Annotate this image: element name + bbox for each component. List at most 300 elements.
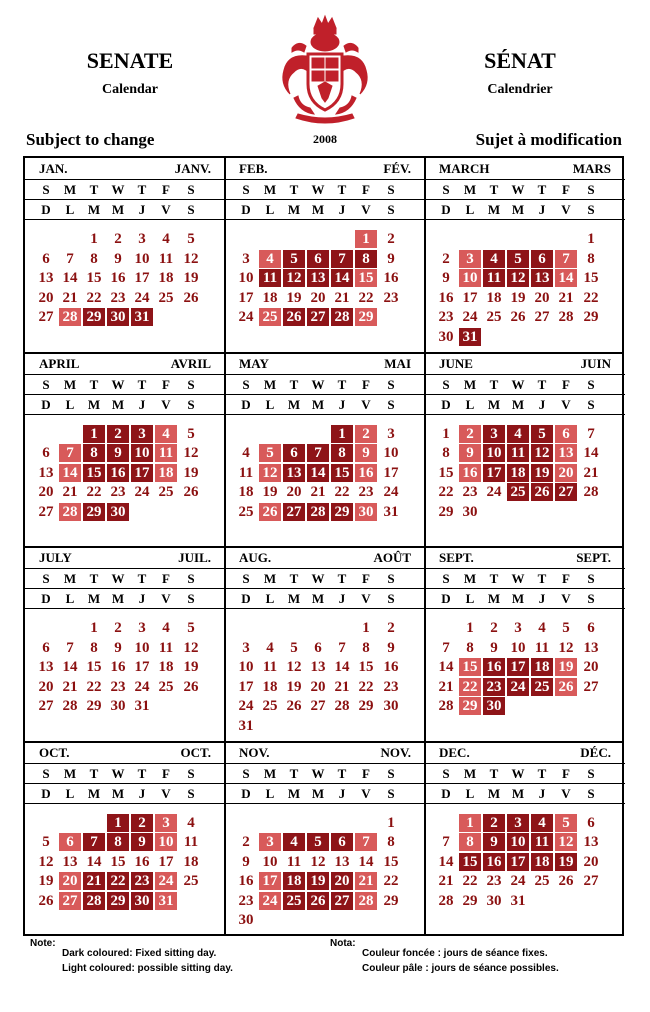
calendar-date: 10 bbox=[383, 445, 399, 461]
note-label-english: Note: bbox=[30, 938, 56, 949]
weekday-label: M bbox=[63, 571, 77, 586]
calendar-date: 15 bbox=[86, 270, 102, 286]
possible-sitting-day: 2 bbox=[355, 425, 377, 443]
calendar-date: 4 bbox=[538, 620, 546, 636]
fixed-sitting-day: 16 bbox=[483, 658, 505, 676]
possible-sitting-day: 27 bbox=[59, 892, 81, 910]
calendar-date: 12 bbox=[558, 639, 574, 656]
fixed-sitting-day: 28 bbox=[83, 892, 105, 910]
month-may bbox=[225, 353, 425, 547]
calendar-date: 6 bbox=[42, 250, 50, 267]
possible-sitting-day: 13 bbox=[555, 444, 577, 462]
calendar-date: 7 bbox=[587, 425, 595, 442]
calendar-date: 19 bbox=[286, 289, 302, 306]
note-dark-french: Couleur foncée : jours de séance fixes. bbox=[362, 948, 548, 959]
month-april bbox=[25, 353, 225, 547]
weekday-label: W bbox=[511, 182, 525, 197]
possible-sitting-day: 31 bbox=[155, 892, 177, 910]
weekday-label: S bbox=[387, 202, 395, 217]
fixed-sitting-day: 3 bbox=[483, 425, 505, 443]
calendar-date: 20 bbox=[38, 484, 54, 500]
calendar-date: 24 bbox=[134, 678, 150, 695]
weekday-label: L bbox=[465, 785, 475, 801]
calendar-date: 13 bbox=[583, 639, 599, 656]
calendar-date: 30 bbox=[486, 892, 502, 909]
weekday-label: F bbox=[562, 571, 570, 586]
calendar-date: 17 bbox=[238, 289, 254, 306]
weekday-row-english bbox=[225, 764, 425, 784]
weekday-label: M bbox=[63, 376, 77, 392]
weekday-label: V bbox=[561, 785, 571, 801]
calendar-date: 1 bbox=[362, 620, 370, 636]
calendar-date: 23 bbox=[110, 484, 126, 500]
weekday-label: W bbox=[511, 765, 525, 781]
calendar-date: 17 bbox=[134, 270, 150, 286]
grid-divider-horizontal bbox=[25, 352, 622, 354]
fixed-sitting-day: 29 bbox=[107, 892, 129, 910]
weekday-row-french bbox=[225, 589, 425, 609]
calendar-date: 27 bbox=[38, 309, 54, 325]
fixed-sitting-day: 1 bbox=[107, 814, 129, 832]
calendar-date: 16 bbox=[238, 873, 254, 889]
weekday-label: L bbox=[465, 591, 475, 606]
possible-sitting-day: 1 bbox=[355, 230, 377, 248]
calendar-date: 16 bbox=[383, 270, 399, 286]
calendar-date: 31 bbox=[238, 717, 254, 734]
calendar-date: 2 bbox=[387, 231, 395, 247]
calendar-date: 26 bbox=[183, 678, 199, 695]
subtitle-english: Calendar bbox=[102, 82, 158, 97]
weekday-row-french bbox=[225, 395, 425, 415]
weekday-label: L bbox=[265, 396, 275, 412]
weekday-label: T bbox=[289, 182, 299, 197]
weekday-label: M bbox=[511, 785, 525, 801]
calendar-date: 7 bbox=[66, 639, 74, 656]
fixed-sitting-day: 19 bbox=[307, 872, 329, 890]
calendar-date: 29 bbox=[583, 309, 599, 325]
possible-sitting-day: 18 bbox=[155, 464, 177, 482]
weekday-label: T bbox=[337, 571, 347, 586]
fixed-sitting-day: 9 bbox=[131, 833, 153, 851]
grid-divider-horizontal bbox=[25, 546, 622, 548]
weekday-row-english bbox=[425, 764, 625, 784]
month-june bbox=[425, 353, 625, 547]
calendar-date: 16 bbox=[383, 659, 399, 675]
weekday-label: M bbox=[463, 765, 477, 781]
weekday-label: M bbox=[311, 396, 325, 412]
calendar-date: 26 bbox=[38, 892, 54, 909]
weekday-row-english bbox=[425, 569, 625, 589]
weekday-label: M bbox=[463, 376, 477, 392]
calendar-date: 16 bbox=[438, 289, 454, 306]
calendar-date: 11 bbox=[286, 853, 302, 870]
calendar-date: 11 bbox=[158, 639, 174, 656]
possible-sitting-day: 20 bbox=[555, 464, 577, 482]
weekday-label: V bbox=[561, 202, 571, 217]
possible-sitting-day: 29 bbox=[459, 697, 481, 715]
weekday-row-french bbox=[225, 784, 425, 804]
calendar-date: 10 bbox=[238, 270, 254, 286]
weekday-label: M bbox=[111, 396, 125, 412]
calendar-date: 29 bbox=[462, 892, 478, 909]
month-name-french: NOV. bbox=[380, 744, 411, 760]
month-name-english: AUG. bbox=[239, 550, 272, 565]
month-header bbox=[425, 742, 625, 764]
possible-sitting-day: 14 bbox=[555, 269, 577, 287]
calendar-date: 11 bbox=[534, 639, 550, 656]
possible-sitting-day: 7 bbox=[355, 833, 377, 851]
possible-sitting-day: 3 bbox=[155, 814, 177, 832]
fixed-sitting-day: 27 bbox=[307, 308, 329, 326]
weekday-label: S bbox=[187, 591, 195, 606]
possible-sitting-day: 12 bbox=[555, 833, 577, 851]
calendar-date: 22 bbox=[358, 678, 374, 695]
weekday-label: S bbox=[242, 571, 250, 586]
calendar-date: 13 bbox=[38, 659, 54, 675]
calendar-date: 21 bbox=[334, 289, 350, 306]
possible-sitting-day: 15 bbox=[355, 269, 377, 287]
possible-sitting-day: 9 bbox=[459, 444, 481, 462]
calendar-date: 3 bbox=[242, 639, 250, 656]
fixed-sitting-day: 31 bbox=[459, 328, 481, 346]
weekday-label: M bbox=[511, 202, 525, 217]
month-header bbox=[25, 742, 225, 764]
calendar-year: 2008 bbox=[313, 132, 337, 146]
weekday-row-english bbox=[225, 180, 425, 200]
fixed-sitting-day: 23 bbox=[131, 872, 153, 890]
calendar-date: 28 bbox=[334, 698, 350, 714]
calendar-date: 5 bbox=[187, 620, 195, 636]
calendar-date: 1 bbox=[90, 620, 98, 636]
fixed-sitting-day: 23 bbox=[483, 678, 505, 696]
fixed-sitting-day: 13 bbox=[531, 269, 553, 287]
note-label-french: Nota: bbox=[330, 938, 356, 949]
month-jan bbox=[25, 158, 225, 352]
weekday-row-english bbox=[25, 764, 225, 784]
weekday-label: D bbox=[241, 202, 251, 217]
month-header bbox=[225, 158, 425, 180]
calendar-date: 11 bbox=[158, 250, 174, 267]
possible-sitting-day: 1 bbox=[459, 814, 481, 832]
possible-sitting-day: 28 bbox=[59, 503, 81, 521]
calendar-date: 12 bbox=[183, 445, 199, 461]
fixed-sitting-day: 25 bbox=[283, 892, 305, 910]
fixed-sitting-day: 11 bbox=[259, 269, 281, 287]
calendar-date: 6 bbox=[314, 639, 322, 656]
calendar-date: 9 bbox=[114, 250, 122, 267]
month-march bbox=[425, 158, 625, 352]
grid-divider-horizontal bbox=[25, 741, 622, 743]
calendar-date: 17 bbox=[134, 659, 150, 675]
calendar-date: 12 bbox=[183, 639, 199, 656]
calendar-date: 31 bbox=[510, 892, 526, 909]
fixed-sitting-day: 15 bbox=[83, 464, 105, 482]
weekday-label: S bbox=[187, 396, 195, 412]
weekday-row-french bbox=[25, 395, 225, 415]
weekday-label: T bbox=[89, 376, 99, 392]
fixed-sitting-day: 22 bbox=[107, 872, 129, 890]
calendar-date: 21 bbox=[438, 678, 454, 695]
calendar-date: 23 bbox=[383, 678, 399, 695]
fixed-sitting-day: 14 bbox=[307, 464, 329, 482]
possible-sitting-day: 7 bbox=[555, 250, 577, 268]
month-name-english: MAY bbox=[239, 355, 269, 371]
calendar-date: 25 bbox=[486, 309, 502, 325]
weekday-label: D bbox=[41, 202, 51, 217]
calendar-date: 28 bbox=[438, 892, 454, 909]
weekday-label: S bbox=[42, 376, 50, 392]
weekday-label: S bbox=[187, 182, 195, 197]
possible-sitting-day: 8 bbox=[459, 833, 481, 851]
weekday-label: S bbox=[587, 182, 595, 197]
fixed-sitting-day: 9 bbox=[483, 833, 505, 851]
possible-sitting-day: 21 bbox=[355, 872, 377, 890]
calendar-date: 11 bbox=[238, 464, 254, 481]
weekday-label: T bbox=[489, 182, 499, 197]
calendar-date: 8 bbox=[587, 250, 595, 267]
calendar-date: 20 bbox=[286, 484, 302, 500]
calendar-date: 1 bbox=[466, 620, 474, 636]
fixed-sitting-day: 25 bbox=[507, 483, 529, 501]
calendar-date: 25 bbox=[158, 678, 174, 695]
weekday-label: J bbox=[138, 202, 146, 217]
weekday-label: J bbox=[338, 591, 346, 606]
month-name-french: JUIL. bbox=[178, 550, 211, 565]
calendar-date: 7 bbox=[338, 639, 346, 656]
calendar-date: 14 bbox=[334, 659, 350, 675]
calendar-date: 29 bbox=[358, 698, 374, 714]
weekday-label: V bbox=[161, 396, 171, 412]
month-name-french: OCT. bbox=[180, 744, 211, 760]
calendar-date: 12 bbox=[286, 659, 302, 675]
fixed-sitting-day: 29 bbox=[83, 308, 105, 326]
calendar-date: 5 bbox=[187, 231, 195, 247]
weekday-label: D bbox=[241, 785, 251, 801]
calendar-date: 12 bbox=[38, 853, 54, 870]
weekday-row-french bbox=[425, 784, 625, 804]
calendar-date: 13 bbox=[310, 659, 326, 675]
calendar-date: 30 bbox=[238, 912, 254, 928]
month-name-english: DEC. bbox=[439, 744, 470, 760]
calendar-date: 23 bbox=[438, 309, 454, 325]
month-nov bbox=[225, 742, 425, 936]
weekday-label: T bbox=[489, 571, 499, 586]
fixed-sitting-day: 21 bbox=[83, 872, 105, 890]
calendar-date: 30 bbox=[438, 328, 454, 345]
weekday-label: V bbox=[361, 785, 371, 801]
weekday-label: S bbox=[187, 376, 195, 392]
weekday-label: F bbox=[562, 376, 570, 392]
month-july bbox=[25, 547, 225, 741]
weekday-label: F bbox=[162, 376, 170, 392]
calendar-date: 13 bbox=[38, 464, 54, 481]
calendar-grid bbox=[23, 156, 624, 936]
fixed-sitting-day: 5 bbox=[283, 250, 305, 268]
calendar-date: 21 bbox=[558, 289, 574, 306]
month-header bbox=[425, 353, 625, 375]
weekday-label: M bbox=[487, 591, 501, 606]
calendar-date: 12 bbox=[310, 853, 326, 870]
calendar-date: 20 bbox=[38, 678, 54, 695]
calendar-date: 3 bbox=[242, 250, 250, 267]
calendar-date: 27 bbox=[534, 309, 550, 325]
weekday-label: T bbox=[537, 376, 547, 392]
month-name-english: FEB. bbox=[239, 161, 268, 176]
month-name-french: AVRIL bbox=[170, 355, 211, 371]
weekday-label: T bbox=[89, 571, 99, 586]
weekday-row-french bbox=[425, 395, 625, 415]
possible-sitting-day: 11 bbox=[155, 444, 177, 462]
weekday-label: S bbox=[387, 785, 395, 801]
weekday-label: S bbox=[587, 785, 595, 801]
weekday-label: L bbox=[265, 202, 275, 217]
calendar-date: 1 bbox=[587, 231, 595, 247]
month-name-french: MARS bbox=[572, 161, 611, 176]
calendar-date: 22 bbox=[334, 484, 350, 500]
possible-sitting-day: 25 bbox=[259, 308, 281, 326]
weekday-label: D bbox=[241, 396, 251, 412]
weekday-label: W bbox=[511, 376, 525, 392]
weekday-label: D bbox=[441, 591, 451, 606]
weekday-label: S bbox=[442, 765, 450, 781]
fixed-sitting-day: 7 bbox=[83, 833, 105, 851]
calendar-date: 20 bbox=[310, 289, 326, 306]
calendar-date: 8 bbox=[90, 250, 98, 267]
fixed-sitting-day: 4 bbox=[507, 425, 529, 443]
calendar-date: 4 bbox=[187, 814, 195, 831]
calendar-date: 27 bbox=[583, 873, 599, 889]
fixed-sitting-day: 6 bbox=[331, 833, 353, 851]
possible-sitting-day: 7 bbox=[59, 444, 81, 462]
calendar-date: 19 bbox=[183, 270, 199, 286]
fixed-sitting-day: 10 bbox=[507, 833, 529, 851]
weekday-label: S bbox=[587, 591, 595, 606]
fixed-sitting-day: 9 bbox=[107, 444, 129, 462]
month-header bbox=[225, 353, 425, 375]
weekday-label: T bbox=[337, 376, 347, 392]
weekday-label: F bbox=[362, 182, 370, 197]
fixed-sitting-day: 19 bbox=[555, 853, 577, 871]
calendar-date: 9 bbox=[387, 639, 395, 656]
weekday-label: S bbox=[187, 765, 195, 781]
fixed-sitting-day: 16 bbox=[107, 464, 129, 482]
calendar-date: 22 bbox=[86, 678, 102, 695]
calendar-date: 10 bbox=[262, 853, 278, 870]
weekday-label: F bbox=[562, 182, 570, 197]
calendar-date: 10 bbox=[510, 639, 526, 656]
calendar-date: 4 bbox=[266, 639, 274, 656]
calendar-date: 20 bbox=[38, 289, 54, 306]
calendar-date: 7 bbox=[442, 639, 450, 656]
weekday-row-english bbox=[225, 375, 425, 395]
calendar-date: 21 bbox=[62, 484, 78, 500]
weekday-label: M bbox=[111, 785, 125, 801]
fixed-sitting-day: 4 bbox=[531, 814, 553, 832]
weekday-label: W bbox=[111, 571, 125, 586]
weekday-label: W bbox=[111, 376, 125, 392]
weekday-label: V bbox=[361, 591, 371, 606]
weekday-label: M bbox=[463, 571, 477, 586]
calendar-date: 18 bbox=[262, 678, 278, 695]
calendar-date: 29 bbox=[86, 698, 102, 714]
weekday-label: S bbox=[187, 202, 195, 217]
calendar-date: 22 bbox=[383, 873, 399, 889]
possible-sitting-day: 28 bbox=[355, 892, 377, 910]
calendar-date: 6 bbox=[587, 620, 595, 636]
calendar-date: 24 bbox=[462, 309, 478, 325]
calendar-date: 23 bbox=[110, 678, 126, 695]
month-feb bbox=[225, 158, 425, 352]
calendar-date: 26 bbox=[558, 873, 574, 889]
weekday-label: M bbox=[63, 182, 77, 197]
weekday-label: W bbox=[311, 376, 325, 392]
calendar-date: 4 bbox=[242, 445, 250, 461]
calendar-date: 15 bbox=[583, 270, 599, 286]
subject-to-change-french: Sujet à modification bbox=[475, 130, 622, 149]
calendar-date: 28 bbox=[62, 698, 78, 714]
weekday-row-english bbox=[25, 180, 225, 200]
calendar-date: 23 bbox=[383, 289, 399, 306]
weekday-label: M bbox=[87, 202, 101, 217]
calendar-date: 22 bbox=[438, 484, 454, 500]
title-english: SENATE bbox=[86, 48, 174, 73]
weekday-label: F bbox=[162, 765, 170, 781]
calendar-date: 6 bbox=[587, 814, 595, 831]
possible-sitting-day: 12 bbox=[259, 464, 281, 482]
calendar-date: 24 bbox=[238, 309, 254, 325]
weekday-label: M bbox=[263, 765, 277, 781]
weekday-label: L bbox=[65, 396, 75, 412]
weekday-label: S bbox=[242, 182, 250, 197]
weekday-label: M bbox=[287, 396, 301, 412]
calendar-date: 8 bbox=[362, 639, 370, 656]
month-name-english: SEPT. bbox=[439, 550, 474, 565]
fixed-sitting-day: 4 bbox=[283, 833, 305, 851]
fixed-sitting-day: 6 bbox=[531, 250, 553, 268]
calendar-date: 18 bbox=[238, 484, 254, 500]
fixed-sitting-day: 1 bbox=[331, 425, 353, 443]
weekday-label: M bbox=[511, 396, 525, 412]
calendar-date: 2 bbox=[242, 834, 250, 850]
month-name-english: JUNE bbox=[439, 355, 473, 371]
calendar-date: 22 bbox=[583, 289, 599, 306]
weekday-label: M bbox=[287, 785, 301, 801]
possible-sitting-day: 15 bbox=[459, 658, 481, 676]
calendar-date: 1 bbox=[387, 814, 395, 831]
fixed-sitting-day: 12 bbox=[283, 269, 305, 287]
month-name-french: JANV. bbox=[174, 161, 211, 176]
weekday-label: S bbox=[442, 182, 450, 197]
weekday-label: M bbox=[311, 785, 325, 801]
weekday-label: W bbox=[311, 765, 325, 781]
fixed-sitting-day: 27 bbox=[331, 892, 353, 910]
fixed-sitting-day: 5 bbox=[307, 833, 329, 851]
weekday-label: S bbox=[587, 202, 595, 217]
calendar-date: 31 bbox=[134, 698, 150, 714]
weekday-label: T bbox=[489, 376, 499, 392]
calendar-date: 18 bbox=[486, 289, 502, 306]
calendar-date: 7 bbox=[66, 250, 74, 267]
possible-sitting-day: 28 bbox=[59, 308, 81, 326]
calendar-date: 5 bbox=[42, 834, 50, 850]
weekday-label: M bbox=[87, 591, 101, 606]
weekday-label: S bbox=[587, 765, 595, 781]
weekday-label: T bbox=[137, 571, 147, 586]
calendar-date: 14 bbox=[62, 270, 78, 286]
calendar-date: 16 bbox=[110, 659, 126, 675]
weekday-label: S bbox=[387, 591, 395, 606]
note-dark-english: Dark coloured: Fixed sitting day. bbox=[62, 948, 217, 959]
